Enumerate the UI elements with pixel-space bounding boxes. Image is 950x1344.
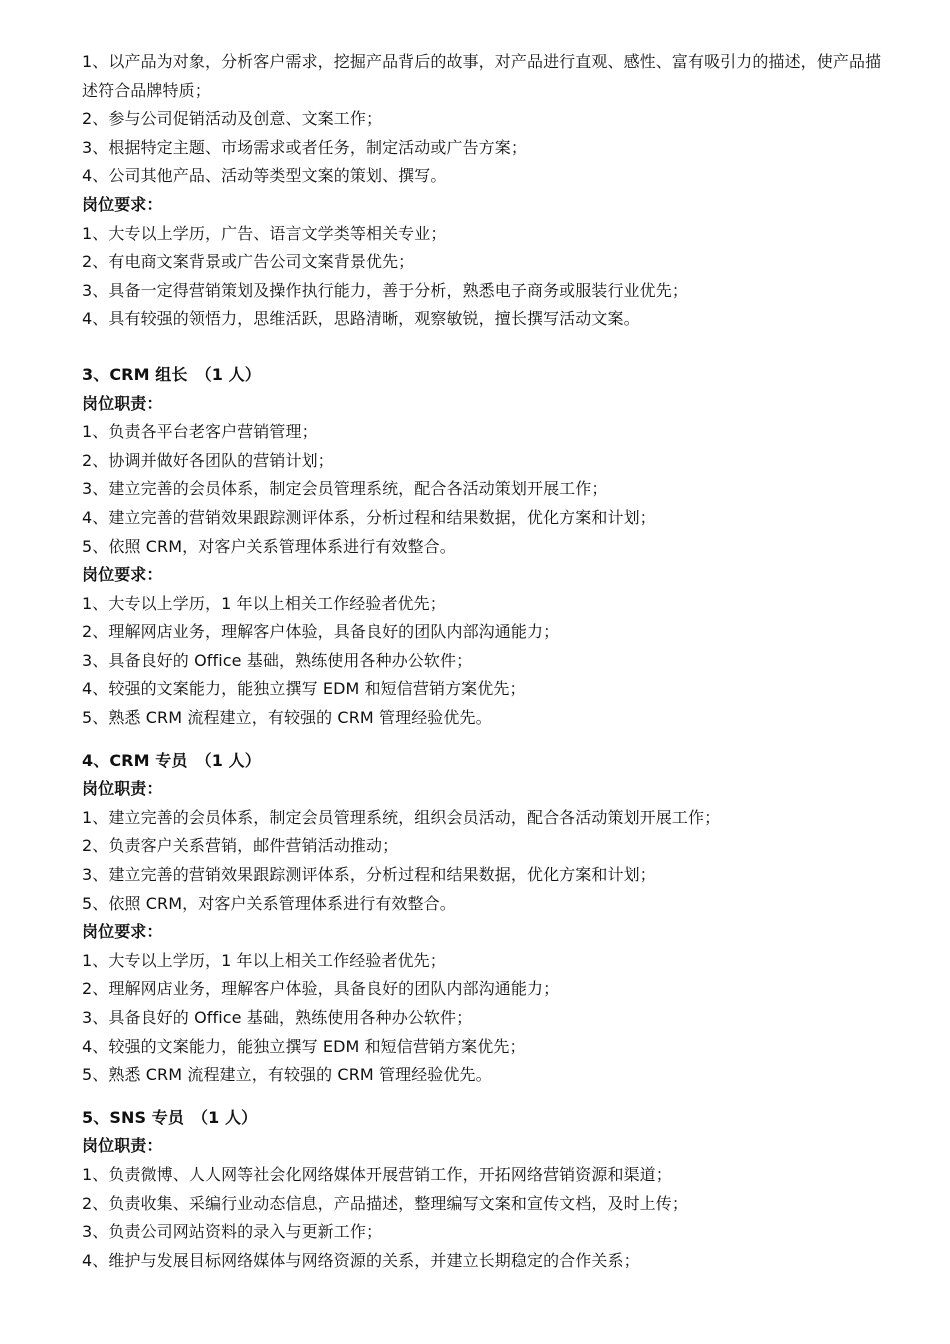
- duties-heading: 岗位职责：: [82, 393, 163, 413]
- requirements-heading: 岗位要求：: [82, 194, 163, 214]
- duties-heading: 岗位职责：: [82, 1136, 163, 1156]
- requirement-item: 3、具备良好的 Office 基础，熟练使用各种办公软件；: [82, 650, 473, 670]
- duty-item: 3、建立完善的营销效果跟踪测评体系，分析过程和结果数据，优化方案和计划；: [82, 865, 656, 885]
- duties-heading: 岗位职责：: [82, 779, 163, 799]
- requirement-item: 2、有电商文案背景或广告公司文案背景优先；: [82, 252, 415, 272]
- duty-item: 3、建立完善的会员体系，制定会员管理系统，配合各活动策划开展工作；: [82, 479, 608, 499]
- requirement-item: 2、理解网店业务，理解客户体验，具备良好的团队内部沟通能力；: [82, 979, 560, 999]
- duty-item: 2、负责客户关系营销，邮件营销活动推动；: [82, 836, 399, 856]
- requirement-item: 5、熟悉 CRM 流程建立，有较强的 CRM 管理经验优先。: [82, 1065, 492, 1085]
- requirement-item: 1、大专以上学历，广告、语言文学类等相关专业；: [82, 223, 447, 243]
- requirement-item: 1、大专以上学历，1 年以上相关工作经验者优先；: [82, 593, 446, 613]
- requirements-heading: 岗位要求：: [82, 565, 163, 585]
- requirement-item: 4、较强的文案能力，能独立撰写 EDM 和短信营销方案优先；: [82, 679, 526, 699]
- requirement-item: 3、具备一定得营销策划及操作执行能力，善于分析，熟悉电子商务或服装行业优先；: [82, 280, 688, 300]
- section-title: 4、CRM 专员 （1 人）: [82, 750, 261, 770]
- duty-item: 1、负责各平台老客户营销管理；: [82, 422, 318, 442]
- duty-item: 3、负责公司网站资料的录入与更新工作；: [82, 1222, 383, 1242]
- duty-item: 5、依照 CRM，对客户关系管理体系进行有效整合。: [82, 893, 456, 913]
- requirement-item: 3、具备良好的 Office 基础，熟练使用各种办公软件；: [82, 1008, 473, 1027]
- section-crm-specialist: [82, 747, 890, 1090]
- requirement-item: 5、熟悉 CRM 流程建立，有较强的 CRM 管理经验优先。: [82, 708, 492, 728]
- duty-item: 1、建立完善的会员体系，制定会员管理系统，组织会员活动，配合各活动策划开展工作；: [82, 807, 721, 827]
- section-title: 3、CRM 组长 （1 人）: [82, 364, 261, 384]
- duty-item: 4、维护与发展目标网络媒体与网络资源的关系，并建立长期稳定的合作关系；: [82, 1250, 640, 1270]
- duty-item: 2、协调并做好各团队的营销计划；: [82, 450, 334, 470]
- duty-item: 5、依照 CRM，对客户关系管理体系进行有效整合。: [82, 536, 456, 556]
- duty-item: 2、参与公司促销活动及创意、文案工作；: [82, 109, 383, 129]
- duty-item: 1、以产品为对象，分析客户需求，挖掘产品背后的故事，对产品进行直观、感性、富有吸引力的描述，使产品描述符合品牌特质；: [82, 52, 882, 100]
- requirements-heading: 岗位要求：: [82, 922, 163, 942]
- spacer: [82, 1090, 890, 1104]
- requirement-item: 1、大专以上学历，1 年以上相关工作经验者优先；: [82, 950, 446, 970]
- requirement-item: 2、理解网店业务，理解客户体验，具备良好的团队内部沟通能力；: [82, 622, 560, 642]
- duty-item: 4、公司其他产品、活动等类型文案的策划、撰写。: [82, 166, 447, 186]
- section-crm-leader: [82, 361, 890, 733]
- duty-item: 4、建立完善的营销效果跟踪测评体系，分析过程和结果数据，优化方案和计划；: [82, 507, 656, 527]
- section-sns-specialist: [82, 1104, 890, 1276]
- requirement-item: 4、具有较强的领悟力，思维活跃，思路清晰，观察敏锐，擅长撰写活动文案。: [82, 309, 640, 329]
- duty-item: 3、根据特定主题、市场需求或者任务，制定活动或广告方案；: [82, 137, 527, 157]
- prev-section: [82, 48, 890, 334]
- spacer: [82, 733, 890, 747]
- section-title: 5、SNS 专员 （1 人）: [82, 1107, 258, 1127]
- requirement-item: 4、较强的文案能力，能独立撰写 EDM 和短信营销方案优先；: [82, 1036, 526, 1056]
- spacer: [82, 334, 890, 361]
- duty-item: 2、负责收集、采编行业动态信息，产品描述，整理编写文案和宣传文档，及时上传；: [82, 1193, 688, 1213]
- duty-item: 1、负责微博、人人网等社会化网络媒体开展营销工作，开拓网络营销资源和渠道；: [82, 1164, 672, 1184]
